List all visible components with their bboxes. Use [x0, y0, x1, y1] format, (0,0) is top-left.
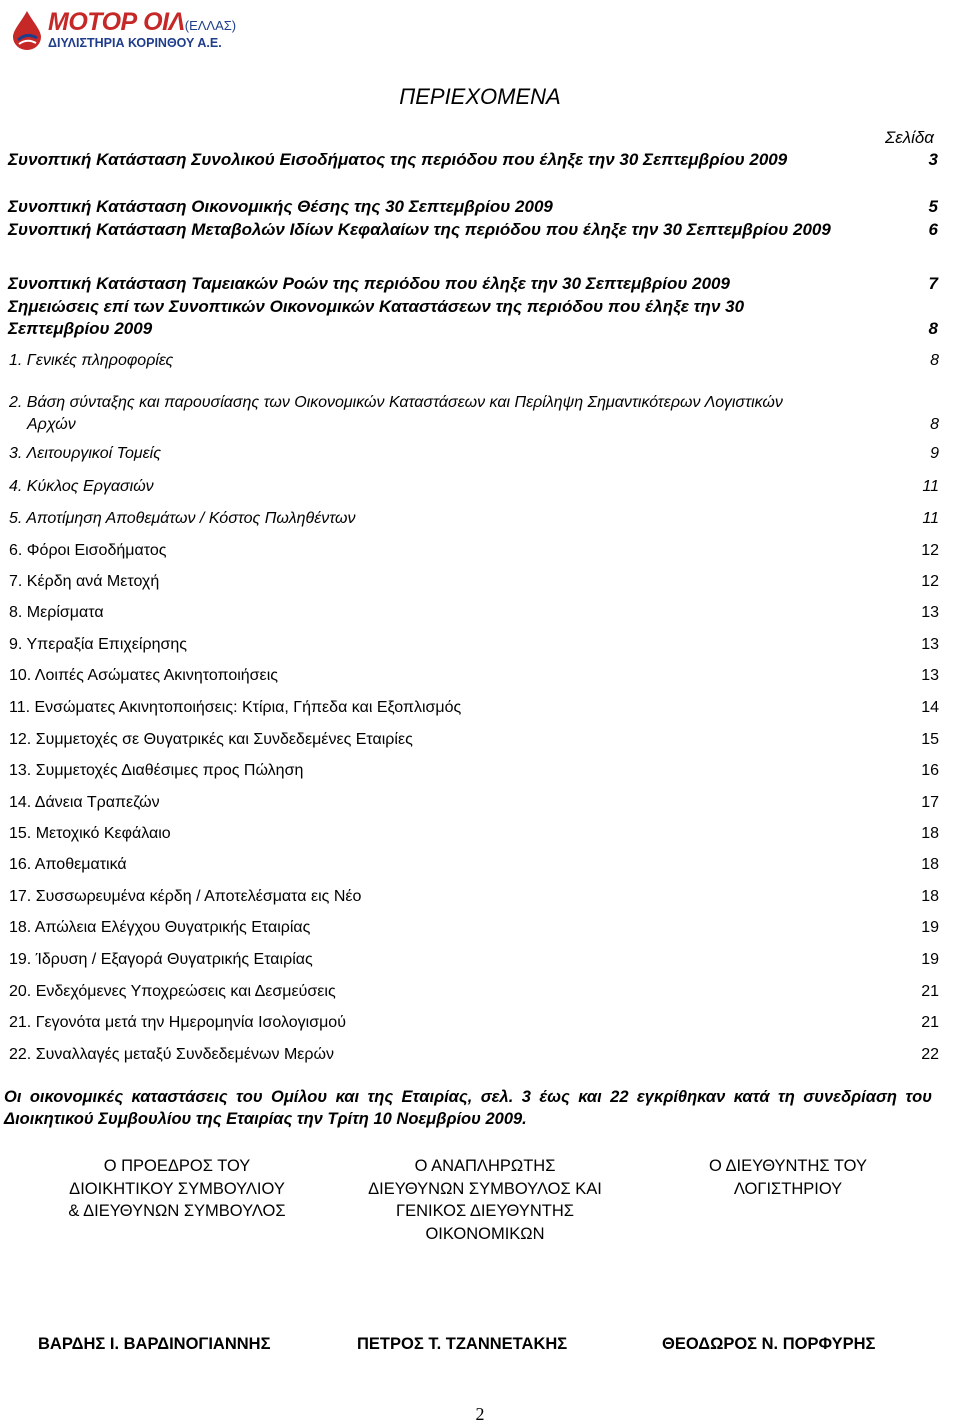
signatory-title-line: ΛΟΓΙΣΤΗΡΙΟΥ	[733, 1179, 843, 1198]
signatory-name: ΠΕΤΡΟΣ Τ. ΤΖΑΝΝΕΤΑΚΗΣ	[357, 1335, 568, 1353]
toc-note-entry	[9, 886, 939, 908]
toc-note-entry	[9, 508, 939, 530]
signatory-name: ΘΕΟΔΩΡΟΣ Ν. ΠΟΡΦΥΡΗΣ	[662, 1335, 876, 1353]
toc-entry-text: 16. Αποθεματικά	[9, 856, 127, 873]
toc-main-entry	[8, 219, 938, 241]
toc-entry-text: 5. Αποτίμηση Αποθεμάτων / Κόστος Πωληθέντων	[9, 510, 356, 527]
toc-note-entry	[9, 634, 939, 656]
signatory-title-line: Ο ΔΙΕΥΘΥΝΤΗΣ ΤΟΥ	[709, 1157, 867, 1175]
toc-entry-text: 10. Λοιπές Ασώματες Ακινητοποιήσεις	[9, 667, 278, 684]
toc-entry-text: 18. Απώλεια Ελέγχου Θυγατρικής Εταιρίας	[9, 919, 311, 936]
toc-entry-page: 19	[921, 919, 939, 936]
toc-main-entry	[8, 149, 938, 171]
toc-note-entry	[9, 665, 939, 687]
toc-main-entry	[8, 296, 938, 340]
logo-subtitle: ΔΙΥΛΙΣΤΗΡΙΑ ΚΟΡΙΝΘΟΥ Α.Ε.	[48, 36, 222, 50]
toc-entry-page: 13	[921, 636, 939, 653]
toc-note-entry	[9, 697, 939, 719]
toc-note-entry	[9, 949, 939, 971]
toc-entry-page: 16	[921, 762, 939, 779]
toc-entry-text: 15. Μετοχικό Κεφάλαιο	[9, 825, 171, 842]
toc-entry-page: 6	[928, 220, 938, 239]
toc-entry-page: 9	[930, 445, 939, 462]
toc-note-entry	[9, 854, 939, 876]
toc-note-entry	[9, 602, 939, 624]
toc-entry-text: 8. Μερίσματα	[9, 604, 104, 621]
toc-entry-page: 18	[921, 888, 939, 905]
toc-note-entry	[9, 443, 939, 465]
toc-entry-page: 14	[921, 699, 939, 716]
toc-entry-text: 11. Ενσώματες Ακινητοποιήσεις: Κτίρια, Γήπεδα και Εξοπλισμός	[9, 699, 462, 716]
toc-note-entry	[9, 760, 939, 782]
signatory-title	[335, 1155, 635, 1245]
toc-entry-text: 3. Λειτουργικοί Τομείς	[9, 445, 161, 462]
toc-entry-page: 18	[921, 856, 939, 873]
page-number: 2	[475, 1404, 485, 1424]
toc-entry-page: 19	[921, 951, 939, 968]
signatory-name: ΒΑΡΔΗΣ Ι. ΒΑΡΔΙΝΟΓΙΑΝΝΗΣ	[38, 1335, 271, 1353]
toc-note-entry	[9, 571, 939, 593]
toc-entry-page: 21	[921, 1014, 939, 1031]
toc-entry-page: 8	[928, 319, 938, 338]
toc-entry-text: 7. Κέρδη ανά Μετοχή	[9, 573, 160, 590]
toc-entry-text: 13. Συμμετοχές Διαθέσιμες προς Πώληση	[9, 762, 304, 779]
toc-entry-text: Συνοπτική Κατάσταση Συνολικού Εισοδήματος της περιόδου που έληξε την 30 Σεπτεμβρίου 2009	[8, 150, 788, 169]
toc-note-entry	[9, 729, 939, 751]
toc-main-entry	[8, 273, 938, 295]
signatory-title-line: ΔΙΟΙΚΗΤΙΚΟΥ ΣΥΜΒΟΥΛΙΟΥ	[69, 1179, 285, 1198]
signatory-title-line: Ο ΠΡΟΕΔΡΟΣ ΤΟΥ	[103, 1157, 251, 1175]
company-logo	[8, 6, 237, 56]
toc-entry-page: 22	[921, 1046, 939, 1063]
toc-entry-page: 18	[921, 825, 939, 842]
toc-note-entry	[9, 392, 939, 436]
toc-entry-page: 12	[921, 542, 939, 559]
toc-entry-text: 1. Γενικές πληροφορίες	[9, 352, 174, 369]
toc-entry-text: Συνοπτική Κατάσταση Οικονομικής Θέσης της 30 Σεπτεμβρίου 2009	[8, 197, 553, 216]
signatory-title-line: & ΔΙΕΥΘΥΝΩΝ ΣΥΜΒΟΥΛΟΣ	[68, 1202, 286, 1220]
toc-entry-page: 12	[921, 573, 939, 590]
logo-country: (ΕΛΛΑΣ)	[184, 18, 237, 33]
toc-note-entry	[9, 1044, 939, 1066]
toc-entry-page: 11	[922, 510, 939, 527]
toc-note-entry	[9, 350, 939, 372]
logo-name: ΜΟΤΟΡ ΟΙΛ(ΕΛΛΑΣ)	[48, 8, 237, 36]
toc-entry-page: 5	[928, 197, 938, 216]
toc-entry-page: 13	[921, 667, 939, 684]
toc-entry-text: Σημειώσεις επί των Συνοπτικών Οικονομικών Καταστάσεων της περιόδου που έληξε την 30 Σεπτεμβρίου 2009	[8, 297, 745, 338]
toc-entry-text: 12. Συμμετοχές σε Θυγατρικές και Συνδεδεμένες Εταιρίες	[9, 731, 413, 748]
toc-note-entry	[9, 540, 939, 562]
signatory-title-line: ΟΙΚΟΝΟΜΙΚΩΝ	[425, 1224, 545, 1243]
toc-entry-text: Συνοπτική Κατάσταση Μεταβολών Ιδίων Κεφαλαίων της περιόδου που έληξε την 30 Σεπτεμβρίου 2009	[8, 220, 831, 239]
toc-note-entry	[9, 1012, 939, 1034]
toc-entry-text: 14. Δάνεια Τραπεζών	[9, 794, 160, 811]
toc-entry-page: 7	[928, 274, 938, 293]
document-title: ΠΕΡΙΕΧΟΜΕΝΑ	[399, 84, 561, 109]
toc-entry-page: 17	[921, 794, 939, 811]
toc-note-entry	[9, 792, 939, 814]
toc-entry-page: 21	[921, 983, 939, 1000]
toc-entry-text: 2. Βάση σύνταξης και παρουσίασης των Οικονομικών Καταστάσεων και Περίληψη Σημαντικότερων Λογιστικών Αρχών	[9, 394, 783, 433]
toc-entry-page: 15	[921, 731, 939, 748]
toc-entry-text: 9. Υπεραξία Επιχείρησης	[9, 636, 187, 653]
signatory-title-line: ΓΕΝΙΚΟΣ ΔΙΕΥΘΥΝΤΗΣ	[396, 1202, 574, 1220]
toc-entry-text: Συνοπτική Κατάσταση Ταμειακών Ροών της περιόδου που έληξε την 30 Σεπτεμβρίου 2009	[8, 274, 730, 293]
toc-entry-text: 22. Συναλλαγές μεταξύ Συνδεδεμένων Μερών	[9, 1046, 334, 1063]
toc-entry-page: 11	[922, 478, 939, 495]
toc-entry-page: 8	[930, 416, 939, 433]
toc-entry-text: 4. Κύκλος Εργασιών	[9, 478, 154, 495]
toc-entry-text: 20. Ενδεχόμενες Υποχρεώσεις και Δεσμεύσεις	[9, 983, 336, 1000]
toc-entry-text: 21. Γεγονότα μετά την Ημερομηνία Ισολογισμού	[9, 1014, 346, 1031]
toc-entry-text: 19. Ίδρυση / Εξαγορά Θυγατρικής Εταιρίας	[9, 951, 313, 968]
toc-note-entry	[9, 476, 939, 498]
toc-entry-page: 8	[930, 352, 939, 369]
signatory-title-line: Ο ΑΝΑΠΛΗΡΩΤΗΣ	[414, 1157, 556, 1175]
toc-entry-text: 6. Φόροι Εισοδήματος	[9, 542, 167, 559]
approval-statement: Οι οικονομικές καταστάσεις του Ομίλου και της Εταιρίας, σελ. 3 έως και 22 εγκρίθηκαν κατά τη συνεδρίαση του Διοικητικού Συμβουλίου της Εταιρίας την Τρίτη 10 Νοεμβρίου 2009.	[4, 1088, 932, 1128]
toc-note-entry	[9, 917, 939, 939]
oil-drop-icon	[10, 10, 44, 50]
signatory-title-line: ΔΙΕΥΘΥΝΩΝ ΣΥΜΒΟΥΛΟΣ ΚΑΙ	[368, 1179, 602, 1198]
signatory-title	[27, 1155, 327, 1223]
toc-note-entry	[9, 981, 939, 1003]
toc-entry-page: 13	[921, 604, 939, 621]
toc-note-entry	[9, 823, 939, 845]
signatory-title	[638, 1155, 938, 1200]
toc-entry-page: 3	[928, 150, 938, 169]
toc-entry-text: 17. Συσσωρευμένα κέρδη / Αποτελέσματα εις Νέο	[9, 888, 362, 905]
page-column-header: Σελίδα	[885, 128, 934, 147]
toc-main-entry	[8, 196, 938, 218]
